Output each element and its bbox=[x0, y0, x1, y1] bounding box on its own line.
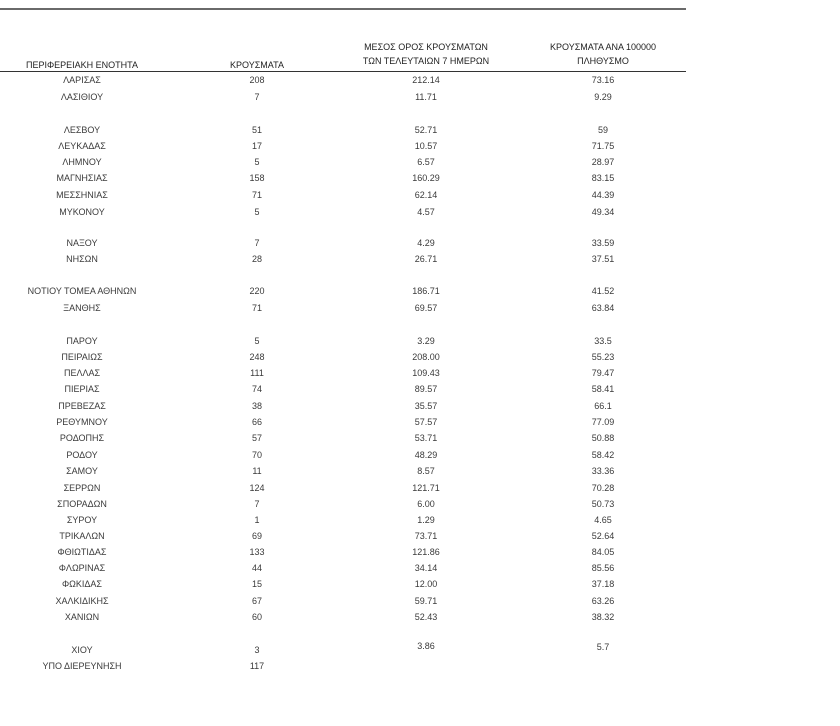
header-cases: ΚΡΟΥΣΜΑΤΑ bbox=[230, 60, 284, 70]
cell-cases: 5 bbox=[254, 336, 260, 346]
cell-cases: 5 bbox=[254, 157, 260, 167]
cell-avg: 52.71 bbox=[414, 125, 438, 135]
cell-cases: 7 bbox=[254, 92, 260, 102]
cell-region: ΠΙΕΡΙΑΣ bbox=[64, 384, 100, 394]
cell-per100k: 71.75 bbox=[591, 141, 615, 151]
cell-region: ΡΟΔΟΠΗΣ bbox=[59, 433, 105, 443]
header-avg-line2: ΤΩΝ ΤΕΛΕΥΤΑΙΩΝ 7 ΗΜΕΡΩΝ bbox=[362, 56, 490, 66]
cell-avg: 3.86 bbox=[417, 641, 435, 651]
cell-per100k: 63.84 bbox=[591, 303, 615, 313]
cell-region: ΞΑΝΘΗΣ bbox=[63, 303, 101, 313]
cell-per100k: 37.18 bbox=[591, 579, 615, 589]
cell-region: ΦΩΚΙΔΑΣ bbox=[62, 579, 102, 589]
cell-avg: 11.71 bbox=[415, 92, 437, 102]
cell-cases: 28 bbox=[251, 254, 262, 264]
cell-region: ΛΑΡΙΣΑΣ bbox=[63, 75, 101, 85]
cell-cases: 11 bbox=[252, 466, 262, 476]
cell-region: ΧΑΝΙΩΝ bbox=[64, 612, 100, 622]
header-region: ΠΕΡΙΦΕΡΕΙΑΚΗ ΕΝΟΤΗΤΑ bbox=[25, 60, 139, 70]
cell-per100k: 59 bbox=[597, 125, 608, 135]
cell-region: ΣΥΡΟΥ bbox=[66, 515, 98, 525]
cell-region: ΡΟΔΟΥ bbox=[66, 450, 98, 460]
cell-region: ΥΠΟ ΔΙΕΡΕΥΝΗΣΗ bbox=[42, 661, 122, 671]
cell-avg: 4.57 bbox=[417, 207, 435, 217]
cell-per100k: 85.56 bbox=[591, 563, 615, 573]
cell-cases: 57 bbox=[251, 433, 262, 443]
cell-region: ΠΕΛΛΑΣ bbox=[63, 368, 101, 378]
cell-per100k: 70.28 bbox=[591, 483, 615, 493]
cell-per100k: 58.42 bbox=[591, 450, 615, 460]
cell-region: ΛΕΣΒΟΥ bbox=[63, 125, 101, 135]
cell-per100k: 84.05 bbox=[591, 547, 615, 557]
cell-region: ΛΗΜΝΟΥ bbox=[62, 157, 102, 167]
cell-avg: 4.29 bbox=[417, 238, 435, 248]
cell-per100k: 49.34 bbox=[591, 207, 615, 217]
cell-per100k: 63.26 bbox=[591, 596, 615, 606]
cell-avg: 6.57 bbox=[417, 157, 435, 167]
cell-per100k: 4.65 bbox=[594, 515, 612, 525]
cell-region: ΛΕΥΚΑΔΑΣ bbox=[58, 141, 106, 151]
cell-avg: 109.43 bbox=[412, 368, 440, 378]
cell-region: ΦΛΩΡΙΝΑΣ bbox=[58, 563, 106, 573]
cell-cases: 158 bbox=[249, 173, 265, 183]
cell-region: ΣΑΜΟΥ bbox=[66, 466, 98, 476]
cell-per100k: 41.52 bbox=[591, 286, 615, 296]
cell-avg: 73.71 bbox=[414, 531, 438, 541]
cell-per100k: 44.39 bbox=[591, 190, 615, 200]
cell-avg: 10.57 bbox=[414, 141, 438, 151]
cell-region: ΤΡΙΚΑΛΩΝ bbox=[59, 531, 105, 541]
cell-cases: 17 bbox=[251, 141, 262, 151]
cell-per100k: 58.41 bbox=[591, 384, 615, 394]
cell-region: ΧΑΛΚΙΔΙΚΗΣ bbox=[55, 596, 109, 606]
cell-cases: 69 bbox=[251, 531, 262, 541]
cell-cases: 248 bbox=[249, 352, 265, 362]
cell-avg: 69.57 bbox=[414, 303, 438, 313]
cell-region: ΡΕΘΥΜΝΟΥ bbox=[56, 417, 108, 427]
cell-cases: 133 bbox=[249, 547, 265, 557]
cell-region: ΝΟΤΙΟΥ ΤΟΜΕΑ ΑΘΗΝΩΝ bbox=[27, 286, 137, 296]
top-rule bbox=[0, 8, 686, 10]
cell-region: ΦΘΙΩΤΙΔΑΣ bbox=[57, 547, 107, 557]
cell-per100k: 83.15 bbox=[591, 173, 615, 183]
cell-cases: 71 bbox=[251, 190, 262, 200]
cell-per100k: 77.09 bbox=[591, 417, 615, 427]
cell-avg: 121.71 bbox=[412, 483, 440, 493]
cell-cases: 67 bbox=[251, 596, 262, 606]
cell-per100k: 50.73 bbox=[591, 499, 615, 509]
cell-region: ΜΕΣΣΗΝΙΑΣ bbox=[56, 190, 108, 200]
cell-per100k: 50.88 bbox=[591, 433, 615, 443]
cell-per100k: 38.32 bbox=[591, 612, 615, 622]
cell-cases: 51 bbox=[251, 125, 262, 135]
cell-per100k: 33.59 bbox=[591, 238, 615, 248]
cell-per100k: 33.36 bbox=[591, 466, 615, 476]
cell-cases: 7 bbox=[254, 499, 260, 509]
cell-cases: 44 bbox=[251, 563, 262, 573]
cell-cases: 220 bbox=[249, 286, 265, 296]
cell-avg: 6.00 bbox=[417, 499, 435, 509]
cell-cases: 38 bbox=[251, 401, 262, 411]
cell-avg: 59.71 bbox=[414, 596, 438, 606]
cell-cases: 124 bbox=[249, 483, 265, 493]
cell-per100k: 33.5 bbox=[594, 336, 612, 346]
cell-region: ΝΗΣΩΝ bbox=[66, 254, 98, 264]
cell-avg: 57.57 bbox=[414, 417, 438, 427]
cell-cases: 111 bbox=[250, 368, 264, 378]
cell-per100k: 55.23 bbox=[591, 352, 615, 362]
cell-avg: 160.29 bbox=[412, 173, 440, 183]
cell-cases: 15 bbox=[251, 579, 262, 589]
cell-region: ΝΑΞΟΥ bbox=[66, 238, 98, 248]
cell-avg: 52.43 bbox=[414, 612, 438, 622]
header-avg-line1: ΜΕΣΟΣ ΟΡΟΣ ΚΡΟΥΣΜΑΤΩΝ bbox=[364, 42, 488, 52]
cell-avg: 26.71 bbox=[414, 254, 438, 264]
cell-per100k: 66.1 bbox=[594, 401, 612, 411]
cell-region: ΣΠΟΡΑΔΩΝ bbox=[57, 499, 107, 509]
cell-avg: 34.14 bbox=[414, 563, 438, 573]
cell-cases: 74 bbox=[251, 384, 262, 394]
cell-per100k: 28.97 bbox=[591, 157, 615, 167]
cell-cases: 70 bbox=[251, 450, 262, 460]
cell-avg: 212.14 bbox=[412, 75, 440, 85]
cell-avg: 1.29 bbox=[417, 515, 435, 525]
cell-avg: 8.57 bbox=[417, 466, 435, 476]
cell-cases: 7 bbox=[254, 238, 260, 248]
cell-cases: 66 bbox=[251, 417, 262, 427]
cell-cases: 60 bbox=[251, 612, 262, 622]
cell-cases: 1 bbox=[254, 515, 260, 525]
cell-cases: 71 bbox=[251, 303, 262, 313]
cell-per100k: 52.64 bbox=[591, 531, 615, 541]
cell-cases: 208 bbox=[249, 75, 265, 85]
cell-region: ΠΕΙΡΑΙΩΣ bbox=[61, 352, 103, 362]
cell-avg: 3.29 bbox=[417, 336, 435, 346]
cell-region: ΜΥΚΟΝΟΥ bbox=[59, 207, 105, 217]
cell-cases: 117 bbox=[249, 661, 265, 671]
cell-per100k: 73.16 bbox=[591, 75, 615, 85]
cell-region: ΛΑΣΙΘΙΟΥ bbox=[60, 92, 104, 102]
cell-cases: 3 bbox=[254, 645, 260, 655]
cell-avg: 186.71 bbox=[412, 286, 440, 296]
cell-per100k: 9.29 bbox=[594, 92, 612, 102]
cell-per100k: 79.47 bbox=[591, 368, 615, 378]
cell-avg: 121.86 bbox=[412, 547, 440, 557]
cell-avg: 48.29 bbox=[414, 450, 438, 460]
cell-region: ΠΡΕΒΕΖΑΣ bbox=[58, 401, 106, 411]
cell-per100k: 37.51 bbox=[591, 254, 615, 264]
cell-avg: 208.00 bbox=[412, 352, 440, 362]
cell-region: ΣΕΡΡΩΝ bbox=[63, 483, 101, 493]
cell-per100k: 5.7 bbox=[596, 642, 610, 652]
cell-avg: 35.57 bbox=[414, 401, 438, 411]
cell-avg: 89.57 bbox=[414, 384, 438, 394]
header-rule bbox=[0, 71, 686, 72]
cell-avg: 53.71 bbox=[414, 433, 438, 443]
cell-region: ΧΙΟΥ bbox=[71, 645, 93, 655]
cell-region: ΠΑΡΟΥ bbox=[66, 336, 98, 346]
cell-avg: 12.00 bbox=[414, 579, 438, 589]
header-per100k-line2: ΠΛΗΘΥΣΜΟ bbox=[577, 56, 629, 66]
cell-cases: 5 bbox=[254, 207, 260, 217]
cell-avg: 62.14 bbox=[414, 190, 438, 200]
cell-region: ΜΑΓΝΗΣΙΑΣ bbox=[56, 173, 108, 183]
header-per100k-line1: ΚΡΟΥΣΜΑΤΑ ΑΝΑ 100000 bbox=[550, 42, 656, 52]
